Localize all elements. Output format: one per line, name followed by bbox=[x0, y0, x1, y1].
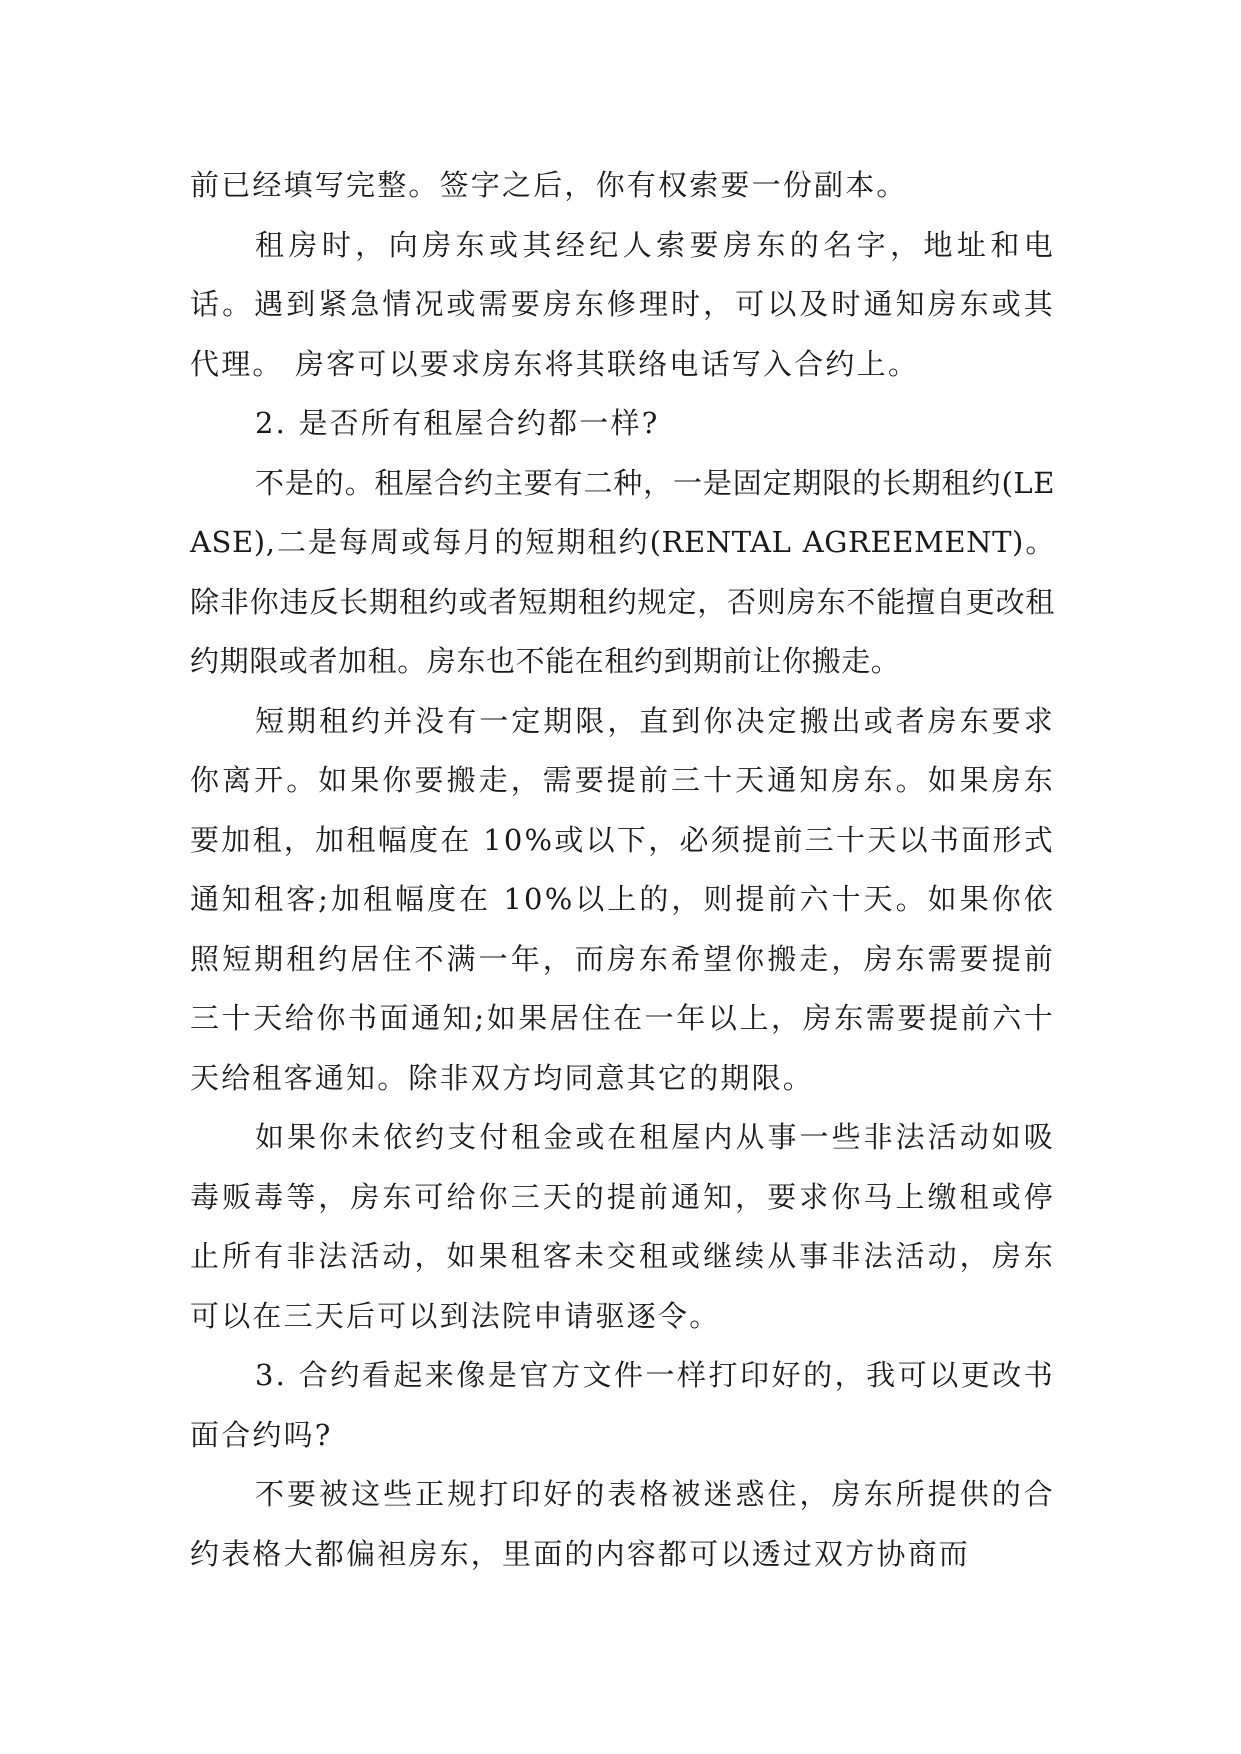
paragraph-illegal-activity: 如果你未依约支付租金或在租屋内从事一些非法活动如吸毒贩毒等，房东可给你三天的提前通知，要求你马上缴租或停止所有非法活动，如果租客未交租或继续从事非法活动，房东可以在三天后可以到法院申请驱逐令。 bbox=[190, 1120, 1055, 1333]
heading-question-2: 2. 是否所有租屋合约都一样? bbox=[255, 406, 660, 440]
paragraph-signature-copy: 前已经填写完整。签字之后，你有权索要一份副本。 bbox=[190, 168, 908, 202]
document-body bbox=[190, 156, 1055, 1584]
paragraph-lease-types: 不是的。租屋合约主要有二种，一是固定期限的长期租约(LEASE),二是每周或每月的短期租约(RENTAL AGREEMENT)。除非你违反长期租约或者短期租约规定，否则房东不能擅自更改租约期限或者加租。房东也不能在租约到期前让你搬走。 bbox=[190, 465, 1055, 678]
paragraph-printed-forms: 不要被这些正规打印好的表格被迷惑住，房东所提供的合约表格大都偏袒房东，里面的内容都可以透过双方协商而 bbox=[190, 1477, 1055, 1571]
paragraph-landlord-contact: 租房时，向房东或其经纪人索要房东的名字，地址和电话。遇到紧急情况或需要房东修理时，可以及时通知房东或其代理。 房客可以要求房东将其联络电话写入合约上。 bbox=[190, 227, 1055, 381]
heading-question-3: 3. 合约看起来像是官方文件一样打印好的，我可以更改书面合约吗? bbox=[190, 1358, 1055, 1452]
paragraph-rental-agreement: 短期租约并没有一定期限，直到你决定搬出或者房东要求你离开。如果你要搬走，需要提前三十天通知房东。如果房东要加租，加租幅度在 10%或以下，必须提前三十天以书面形式通知租客;加租幅度在 10%以上的，则提前六十天。如果你依照短期租约居住不满一年，而房东希望你搬走，房东需要提前三十天给你书面通知;如果居住在一年以上，房东需要提前六十天给租客通知。除非双方均同意其它的期限。 bbox=[190, 703, 1055, 1095]
